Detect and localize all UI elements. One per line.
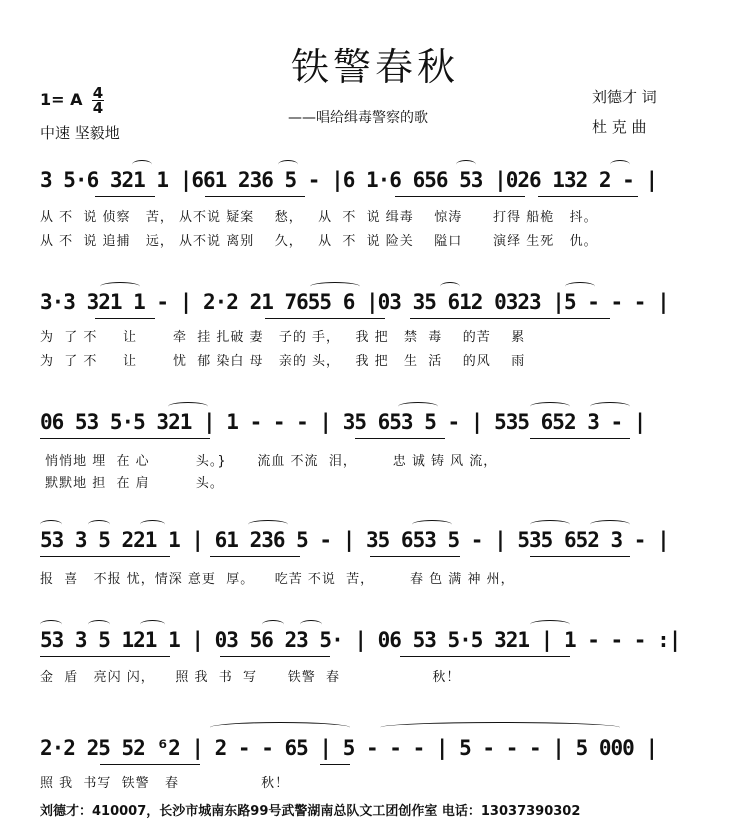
- underline-beam: [205, 196, 305, 197]
- underline-beam: [530, 556, 630, 557]
- slur: [530, 402, 570, 411]
- underline-beam: [40, 438, 210, 439]
- underline-beam: [40, 556, 170, 557]
- slur: [456, 160, 476, 169]
- slur: [590, 520, 630, 529]
- slur: [398, 402, 438, 411]
- tie: [380, 722, 620, 733]
- slur: [610, 160, 630, 169]
- underline-beam: [530, 438, 630, 439]
- slur: [530, 620, 570, 629]
- underline-beam: [400, 656, 570, 657]
- notation-line: 53 3 5 121 1 | 03 56 23 5· | 06 53 5·5 321 | 1 - - - :|: [40, 628, 681, 652]
- slur: [440, 282, 460, 291]
- slur: [88, 520, 110, 529]
- slur: [140, 520, 165, 529]
- underline-beam: [410, 318, 610, 319]
- underline-beam: [40, 656, 170, 657]
- underline-beam: [320, 764, 350, 765]
- slur: [132, 160, 152, 169]
- slur: [88, 620, 110, 629]
- time-signature-top: 4: [92, 84, 104, 102]
- lyrics-verse-1: 为 了 不 让 牵 挂 扎破 妻 子的 手， 我 把 禁 毒 的苦 累: [40, 330, 526, 345]
- song-title: 铁警春秋: [290, 45, 459, 89]
- lyrics-verse-2: 为 了 不 让 忧 郁 染白 母 亲的 头， 我 把 生 活 的风 雨: [40, 354, 526, 369]
- slur: [565, 282, 595, 291]
- slur: [100, 282, 140, 291]
- lyrics-verse: 报 喜 不报 忧，情深 意更 厚。 吃苦 不说 苦， 春 色 满 神 州，: [40, 572, 515, 587]
- lyrics-verse-1: 悄悄地 埋 在 心 头。} 流血 不流 泪， 忠 诚 铸 风 流，: [40, 454, 498, 469]
- underline-beam: [355, 438, 445, 439]
- lyrics-verse-1: 从 不 说 侦察 苦， 从不说 疑案 愁， 从 不 说 缉毒 惊涛 打得 船桅 抖。: [40, 210, 598, 225]
- lyricist-credit: 刘德才 词: [592, 88, 657, 106]
- notation-line: 3·3 321 1 - | 2·2 21 7655 6 |03 35 612 0323 |5 - - - |: [40, 290, 669, 314]
- lyrics-verse: 金 盾 亮闪 闪， 照 我 书 写 铁警 春 秋！: [40, 670, 461, 685]
- underline-beam: [95, 196, 155, 197]
- notation-line: 06 53 5·5 321 | 1 - - - | 35 653 5 - | 535 652 3 - |: [40, 410, 646, 434]
- underline-beam: [95, 318, 155, 319]
- slur: [168, 402, 208, 411]
- slur: [262, 620, 284, 629]
- underline-beam: [370, 556, 460, 557]
- slur: [590, 402, 630, 411]
- underline-beam: [210, 556, 300, 557]
- notation-line: 2·2 25 52 ⁶2 | 2 - - 65 | 5 - - - | 5 - - - | 5 000 |: [40, 736, 658, 760]
- underline-beam: [538, 196, 638, 197]
- time-signature: [92, 86, 104, 115]
- tie: [210, 722, 350, 733]
- slur: [140, 620, 165, 629]
- tempo-marking: 中速 坚毅地: [40, 124, 120, 142]
- underline-beam: [220, 656, 330, 657]
- lyrics-verse-2: 从 不 说 追捕 远， 从不说 离别 久， 从 不 说 险关 隘口 演绎 生死 仇。: [40, 234, 598, 249]
- underline-beam: [395, 196, 525, 197]
- slur: [248, 520, 288, 529]
- contact-footer: 刘德才：410007，长沙市城南东路99号武警湖南总队文工团创作室 电话：13037390302: [40, 804, 581, 819]
- slur: [40, 520, 62, 529]
- slur: [412, 520, 452, 529]
- slur: [310, 282, 360, 291]
- underline-beam: [265, 318, 385, 319]
- composer-credit: 杜 克 曲: [592, 118, 647, 136]
- song-subtitle: ——唱给缉毒警察的歌: [288, 110, 428, 126]
- lyrics-verse-2: 默默地 担 在 肩 头。: [40, 476, 296, 491]
- slur: [300, 620, 322, 629]
- notation-line: 3 5·6 321 1 |661 236 5 - |6 1·6 656 53 |026 132 2 - |: [40, 168, 658, 192]
- slur: [40, 620, 62, 629]
- slur: [278, 160, 298, 169]
- time-signature-bottom: 4: [92, 99, 104, 117]
- underline-beam: [100, 764, 200, 765]
- notation-line: 53 3 5 221 1 | 61 236 5 - | 35 653 5 - | 535 652 3 - |: [40, 528, 669, 552]
- lyrics-verse: 照 我 书写 铁警 春 秋！: [40, 776, 290, 791]
- key-signature: 1= A: [40, 90, 83, 109]
- slur: [530, 520, 570, 529]
